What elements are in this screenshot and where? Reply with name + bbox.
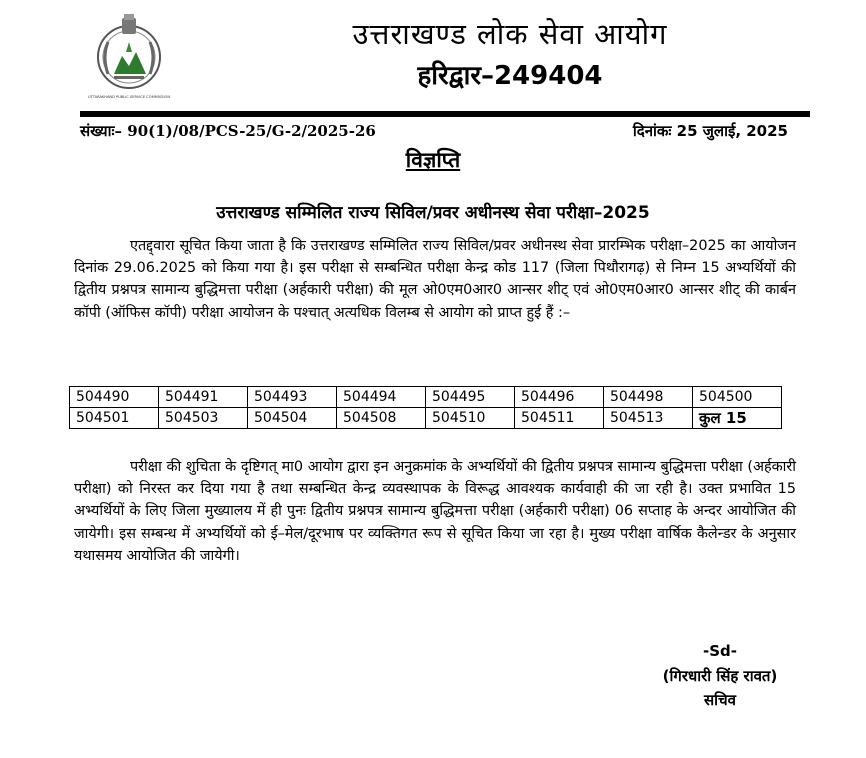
notice-paragraph-1: एतद्द्वारा सूचित किया जाता है कि उत्तराखण्ड सम्मिलित राज्य सिविल/प्रवर अधीनस्थ सेवा प्रारम्भिक परीक्षा–2025 का आयोजन दिनांक 29.06.2025 को किया गया है। इस परीक्षा से सम्बन्धित परीक्षा केन्द्र कोड 117 (जिला पिथौरागढ़) से निम्न 15 अभ्यर्थियों की द्वितीय प्रश्नपत्र सामान्य बुद्धिमत्ता परीक्षा (अर्हकारी परीक्षा) की मूल ओ0एम0आर0 आन्सर शीट् एवं ओ0एम0आर0 आन्सर शीट् की कार्बन कॉपी (ऑफिस कॉपी) परीक्षा आयोजन के पश्चात् अत्यधिक विलम्ब से आयोग को प्राप्त हुई हैं :– [74,238,796,321]
roll-number-cell: 504493 [248,387,337,408]
reference-number: संख्याः– 90(1)/08/PCS-25/G-2/2025-26 [80,122,376,140]
svg-text:UTTARAKHAND PUBLIC SERVICE COM: UTTARAKHAND PUBLIC SERVICE COMMISSION [88,95,170,99]
roll-number-cell: 504490 [70,387,159,408]
table-row [70,408,782,429]
roll-number-cell: 504513 [604,408,693,429]
roll-number-cell: 504496 [515,387,604,408]
roll-number-cell: 504508 [337,408,426,429]
signatory-name: (गिरधारी सिंह रावत) [662,667,778,685]
roll-number-cell: 504504 [248,408,337,429]
roll-number-cell: 504495 [426,387,515,408]
signatory-designation: सचिव [704,691,736,709]
notice-subject: उत्तराखण्ड सम्मिलित राज्य सिविल/प्रवर अधीनस्थ सेवा परीक्षा–2025 [216,203,650,223]
roll-number-cell: 504500 [693,387,782,408]
total-count-cell: कुल 15 [693,408,782,429]
header-divider [80,111,810,117]
roll-number-cell: 504491 [159,387,248,408]
roll-number-cell: 504498 [604,387,693,408]
roll-number-cell: 504494 [337,387,426,408]
notice-paragraph-2: परीक्षा की शुचिता के दृष्टिगत् मा0 आयोग द्वारा इन अनुक्रमांक के अभ्यर्थियों की द्वितीय प्रश्नपत्र सामान्य बुद्धिमत्ता परीक्षा (अर्हकारी परीक्षा) को निरस्त कर दिया गया है तथा सम्बन्धित केन्द्र व्यवस्थापक के विरूद्ध आवश्यक कार्यवाही की जा रही है। उक्त प्रभावित 15 अभ्यर्थियों के लिए जिला मुख्यालय में ही पुनः द्वितीय प्रश्नपत्र सामान्य बुद्धिमत्ता परीक्षा (अर्हकारी परीक्षा) 06 सप्ताह के अन्दर आयोजित की जायेगी। इस सम्बन्ध में अभ्यर्थियों को ई–मेल/दूरभाष पर व्यक्तिगत रूप से सूचित किया जा रहा है। मुख्य परीक्षा वार्षिक कैलेन्डर के अनुसार यथासमय आयोजित की जायेगी। [74,459,796,564]
roll-number-table [69,386,782,429]
commission-emblem-logo [88,12,170,102]
organization-city: हरिद्वार–249404 [417,61,603,91]
roll-number-cell: 504511 [515,408,604,429]
roll-number-cell: 504503 [159,408,248,429]
roll-number-cell: 504501 [70,408,159,429]
notice-heading: विज्ञप्ति [405,148,461,172]
organization-title: उत्तराखण्ड लोक सेवा आयोग [352,17,668,51]
signature-sd: -Sd- [703,642,737,660]
roll-number-cell: 504510 [426,408,515,429]
table-row [70,387,782,408]
notice-date: दिनांकः 25 जुलाई, 2025 [632,122,788,140]
